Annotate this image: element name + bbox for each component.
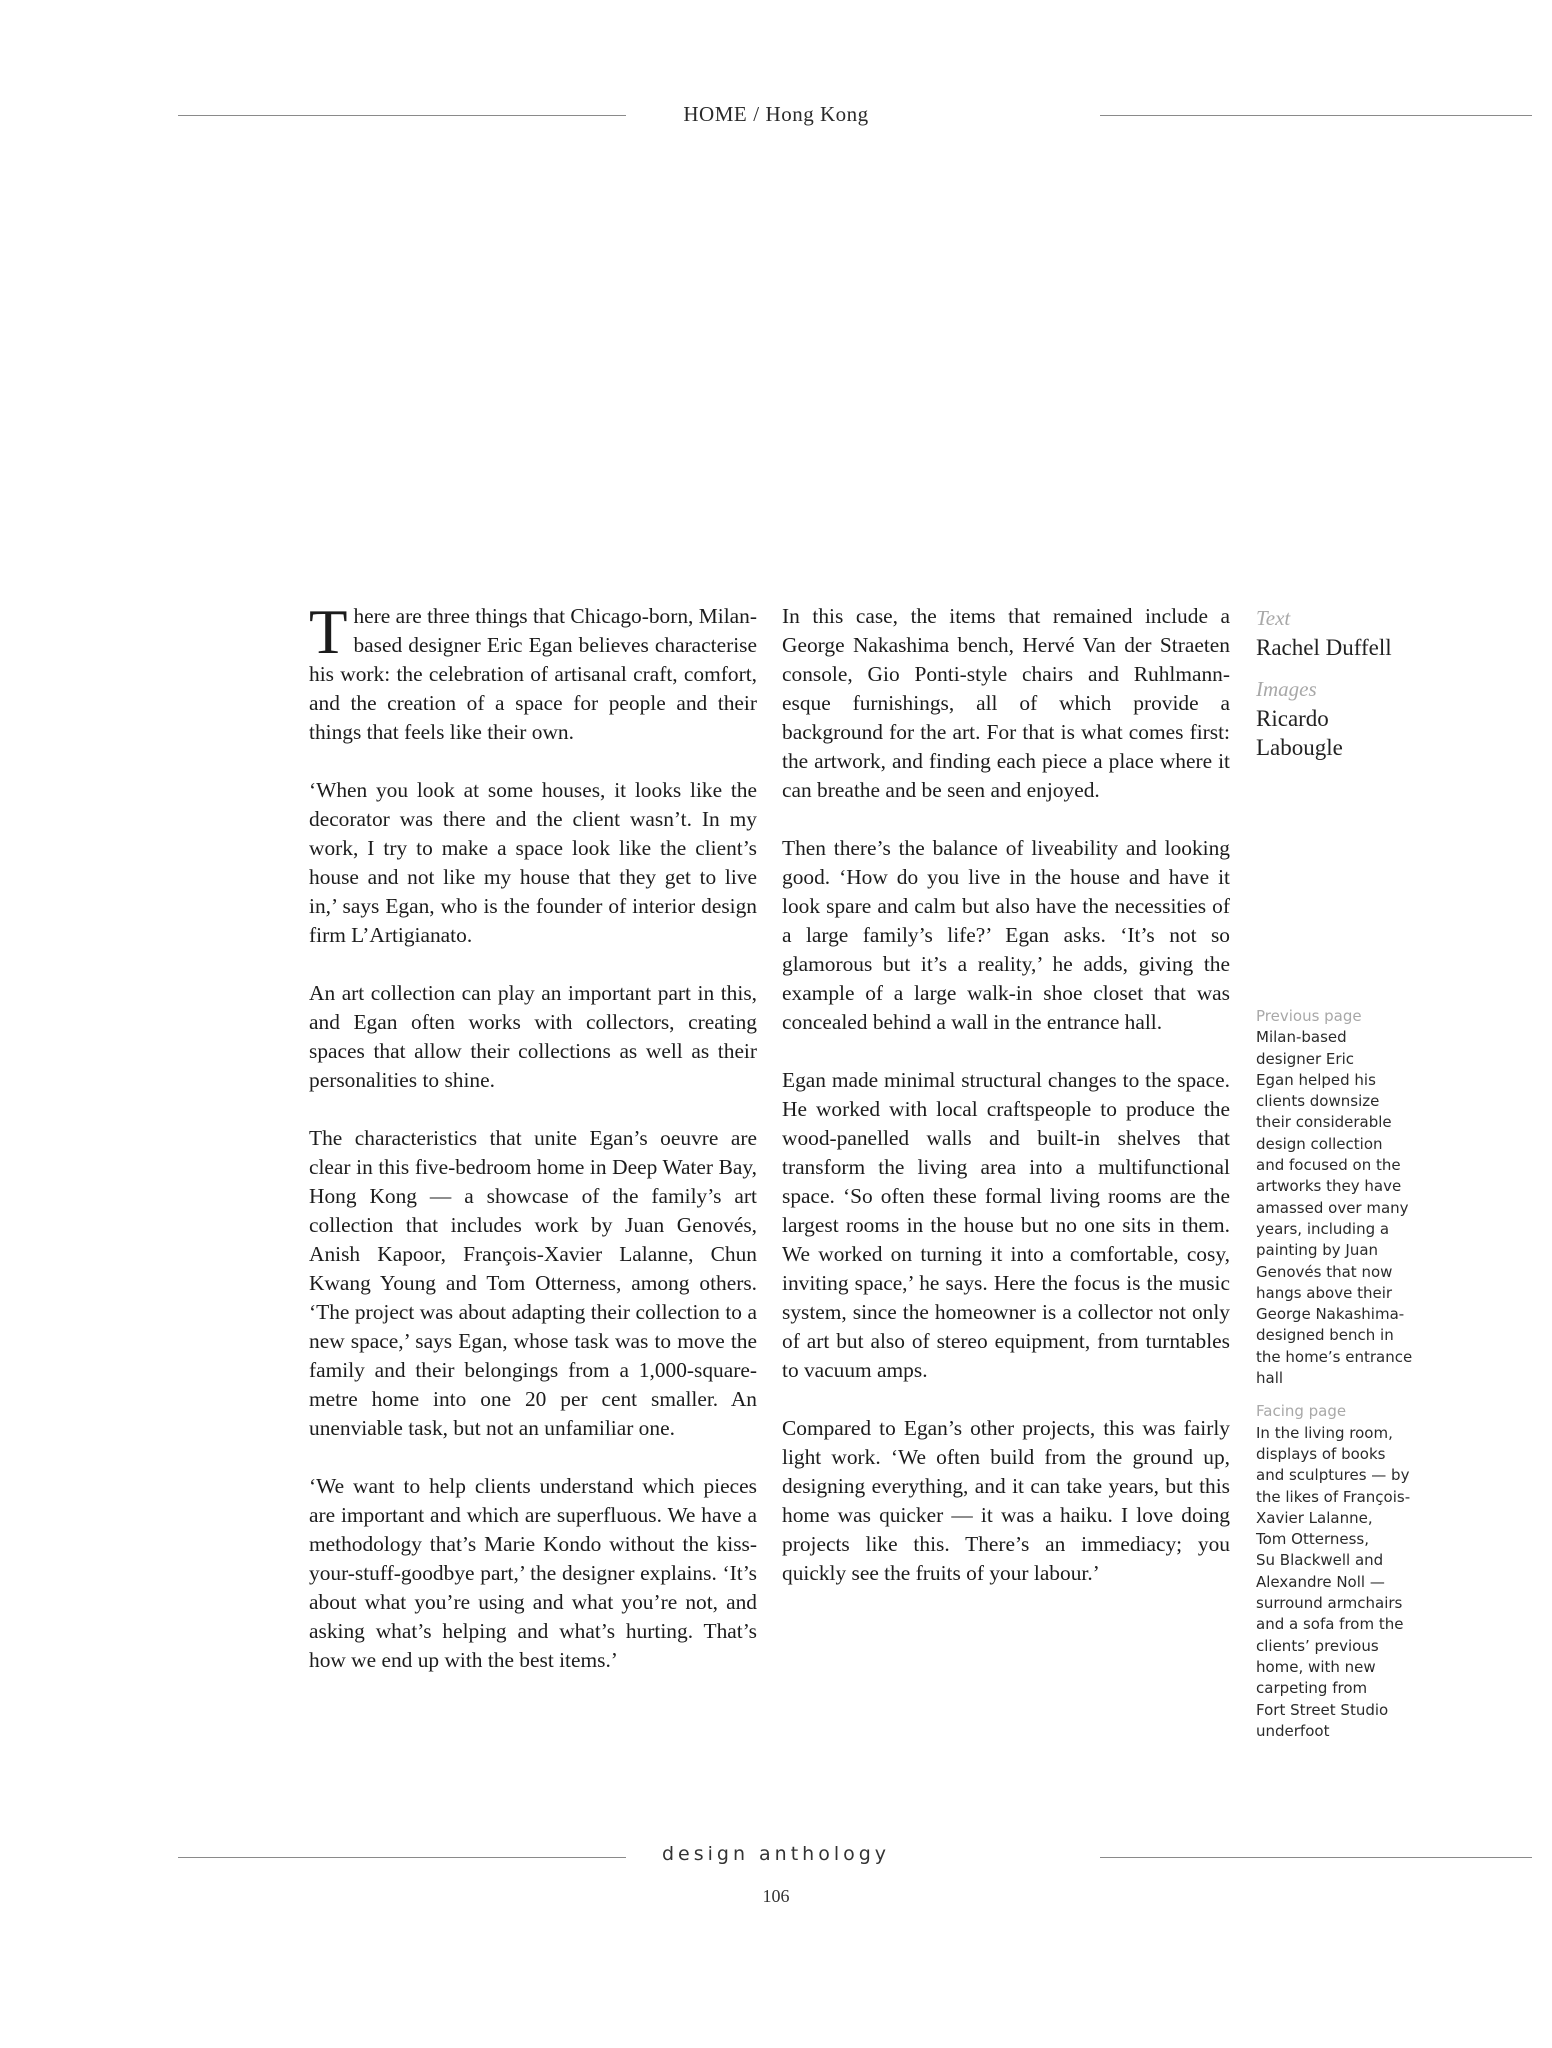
- magazine-brand: design anthology: [661, 1843, 891, 1865]
- section-location: Hong Kong: [765, 102, 869, 126]
- article-column-left: [309, 597, 757, 1704]
- paragraph: The characteristics that unite Egan’s oeuvre are clear in this five-bedroom home in Deep Water Bay, Hong Kong — a showcase of the family’s art collection that includes work by Juan Genovés, Anish Kapoor, François-Xavier Lalanne, Chun Kwang Young and Tom Otterness, among others. ‘The project was about adapting their collection to a new space,’ says Egan, whose task was to move the family and their belongings from a 1,000-square-metre home into one 20 per cent smaller. An unenviable task, but not an unfamiliar one.: [309, 1126, 757, 1440]
- section-header: [0, 102, 1552, 127]
- photo-captions: [1256, 1006, 1426, 1754]
- paragraph: ‘When you look at some houses, it looks like the decorator was there and the client wasn’t. In my work, I try to make a space look like the client’s house and not like my house that they get to live in,’ says Egan, who is the founder of interior design firm L’Artigianato.: [309, 778, 757, 947]
- paragraph: An art collection can play an important part in this, and Egan often works with collectors, creating spaces that allow their collections as well as their personalities to shine.: [309, 981, 757, 1092]
- images-credit-name: [1256, 704, 1456, 762]
- facing-page-label: Facing page: [1256, 1402, 1347, 1421]
- images-credit-name-line: Labougle: [1256, 735, 1343, 760]
- page-number: 106: [762, 1886, 790, 1906]
- paragraph: Then there’s the balance of liveability and looking good. ‘How do you live in the house and have it look spare and calm but also have the necessities of a large family’s life?’ Egan asks. ‘It’s not so glamorous but it’s a reality,’ he adds, giving the example of a large walk-in shoe closet that was concealed behind a wall in the entrance hall.: [782, 836, 1230, 1034]
- drop-cap: T: [309, 597, 348, 667]
- paragraph-text: here are three things that Chicago-born, Milan-based designer Eric Egan believes characterise his work: the celebration of artisanal craft, comfort, and the creation of a space for people and their things that feels like their own.: [309, 604, 757, 744]
- header-separator: /: [753, 102, 760, 126]
- paragraph: In this case, the items that remained include a George Nakashima bench, Hervé Van der Straeten console, Gio Ponti-style chairs and Ruhlmann-esque furnishings, all of which provide a background for the art. For that is what comes first: the artwork, and finding each piece a place where it can breathe and be seen and enjoyed.: [782, 604, 1230, 802]
- images-credit-name-line: Ricardo: [1256, 706, 1329, 731]
- previous-page-caption: Milan-based designer Eric Egan helped his clients downsize their considerable design collection and focused on the artworks they have amassed over many years, including a painting by Juan Genovés that now hangs above their George Nakashima- designed bench in the home’s entrance hall: [1256, 1028, 1413, 1388]
- paragraph: [309, 597, 757, 747]
- article-column-right: [782, 602, 1230, 1617]
- images-credit-label: Images: [1256, 677, 1317, 701]
- facing-page-caption: In the living room, displays of books and sculptures — by the likes of François- Xavier Lalanne, Tom Otterness, Su Blackwell and Alexandre Noll — surround armchairs and a sofa from the clients’ previous home, with new carpeting from Fort Street Studio underfoot: [1256, 1423, 1411, 1740]
- paragraph: ‘We want to help clients understand which pieces are important and which are superfluous. We have a methodology that’s Marie Kondo without the kiss-your-stuff-goodbye part,’ the designer explains. ‘It’s about what you’re using and what you’re not, and asking what’s helping and what’s hurting. That’s how we end up with the best items.’: [309, 1474, 757, 1672]
- paragraph: Egan made minimal structural changes to the space. He worked with local craftspeople to produce the wood-panelled walls and built-in shelves that transform the living area into a multifunctional space. ‘So often these formal living rooms are the largest rooms in the house but no one sits in them. We worked on turning it into a comfortable, cosy, inviting space,’ he says. Here the focus is the music system, since the homeowner is a collector not only of art but also of stereo equipment, from turntables to vacuum amps.: [782, 1068, 1230, 1382]
- credits: [1256, 604, 1456, 762]
- text-credit-name: Rachel Duffell: [1256, 635, 1392, 660]
- section-name: HOME: [683, 102, 748, 126]
- previous-page-label: Previous page: [1256, 1007, 1362, 1025]
- paragraph: Compared to Egan’s other projects, this was fairly light work. ‘We often build from the ground up, designing everything, and it can take years, but this home was quicker — it was a haiku. I love doing projects like this. There’s an immediacy; you quickly see the fruits of your labour.’: [782, 1416, 1230, 1585]
- text-credit-label: Text: [1256, 606, 1291, 630]
